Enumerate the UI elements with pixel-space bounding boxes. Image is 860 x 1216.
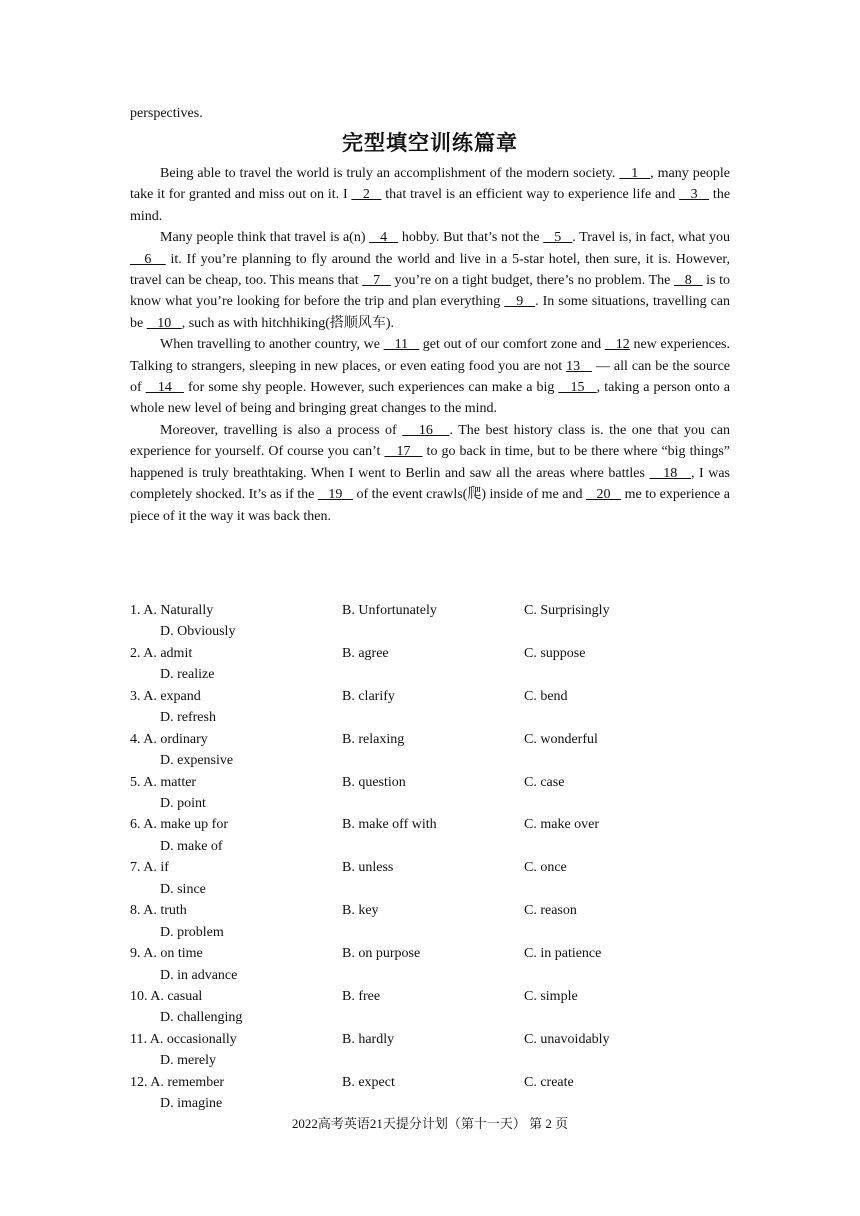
answer-blank: 17 [384, 444, 423, 460]
option-c: C. bend [524, 688, 568, 704]
question-options-row [130, 986, 730, 1007]
question-item [130, 986, 730, 1029]
option-c: C. make over [524, 817, 600, 833]
passage [130, 163, 730, 527]
answer-blank: 7 [362, 273, 391, 289]
question-item [130, 814, 730, 857]
option-a: 6. A. make up for [130, 817, 228, 833]
answer-blank: 1 [619, 166, 651, 181]
answer-blank: 8 [673, 273, 703, 289]
question-options-row [130, 729, 730, 750]
page-footer: 2022高考英语21天提分计划（第十一天） 第 2 页 [291, 1116, 569, 1131]
answer-blank: 11 [383, 337, 420, 353]
passage-text: Being able to travel the world is truly an accomplishment of the modern society. [160, 166, 620, 181]
option-d: D. refresh [160, 710, 216, 726]
answer-blank: 3 [679, 187, 710, 203]
answer-blank: 9 [504, 294, 536, 310]
option-b: B. free [342, 989, 381, 1005]
question-options-row [130, 772, 730, 793]
passage-text: . The best history class is. the one that you can experience for yourself. Of course you can’t [130, 422, 731, 460]
question-options-row [130, 1072, 730, 1093]
option-a: 9. A. on time [130, 946, 203, 962]
question-options-row [130, 686, 730, 707]
option-a: 2. A. admit [130, 645, 193, 661]
answer-blank: 15 [558, 380, 597, 396]
option-d: D. problem [160, 924, 224, 940]
option-a: 4. A. ordinary [130, 731, 208, 747]
option-a: 10. A. casual [130, 989, 203, 1005]
option-d: D. make of [160, 838, 223, 854]
passage-text: When travelling to another country, we [160, 337, 384, 353]
option-b: B. on purpose [342, 946, 421, 962]
passage-text: it. If you’re planning to fly around the world and live in a 5-star hotel, then sure, it is. However, travel can be cheap, too. This means that [130, 251, 730, 289]
answer-blank: 10 [146, 315, 182, 331]
question-item [130, 772, 730, 815]
option-c: C. reason [524, 903, 577, 919]
option-b: B. question [342, 774, 406, 790]
answer-blank: 16 [402, 422, 450, 438]
option-d: D. point [160, 795, 206, 811]
question-item [130, 1072, 730, 1115]
passage-text: of the event crawls(爬) inside of me and [352, 487, 587, 503]
answer-blank: 2 [351, 187, 382, 203]
option-d: D. expensive [160, 753, 234, 769]
passage-paragraph [130, 227, 730, 334]
passage-text: you’re on a tight budget, there’s no problem. The [390, 273, 674, 289]
passage-text: is to know what you’re looking for before the trip and plan everything [130, 273, 730, 310]
lead-text: perspectives. [130, 106, 203, 121]
option-d: D. Obviously [160, 624, 236, 640]
option-a: 8. A. truth [130, 903, 187, 919]
option-b: B. agree [342, 645, 389, 661]
question-options-row [130, 943, 730, 964]
option-c: C. unavoidably [524, 1031, 610, 1047]
option-c: C. suppose [524, 645, 586, 661]
passage-text: that travel is an efficient way to experience life and [381, 187, 680, 203]
passage-text: , taking a person onto a whole new level of being and bringing great changes to the mind. [130, 380, 730, 417]
option-b: B. Unfortunately [342, 603, 437, 618]
option-a: 5. A. matter [130, 774, 197, 790]
passage-text: , such as with hitchhiking(搭顺风车). [181, 315, 395, 331]
question-options-row [130, 600, 730, 621]
option-c: C. once [524, 860, 567, 876]
question-list [130, 600, 730, 1115]
answer-blank: 14 [145, 380, 184, 396]
question-item [130, 943, 730, 986]
question-options-row [130, 1029, 730, 1050]
answer-blank: 20 [586, 487, 622, 503]
option-a: 3. A. expand [130, 688, 201, 704]
option-b: B. expect [342, 1074, 395, 1090]
option-d: D. since [160, 881, 206, 897]
question-item [130, 1029, 730, 1072]
question-options-row [130, 643, 730, 664]
passage-text: — all can be the source of [130, 358, 730, 396]
option-c: C. wonderful [524, 731, 598, 747]
option-b: B. key [342, 903, 379, 919]
option-b: B. unless [342, 860, 394, 876]
passage-text: . Travel is, in fact, what you [572, 230, 730, 246]
option-b: B. relaxing [342, 731, 405, 747]
passage-text: the mind. [130, 187, 731, 224]
question-item [130, 857, 730, 900]
option-d: D. in advance [160, 967, 238, 983]
answer-blank: 4 [369, 230, 399, 246]
question-options-row [130, 814, 730, 835]
question-item [130, 686, 730, 729]
passage-text: me to experience a piece of it the way it was back then. [130, 487, 730, 524]
option-d: D. realize [160, 667, 215, 683]
option-c: C. create [524, 1074, 574, 1090]
answer-blank: 12 [604, 337, 630, 353]
answer-blank: 18 [649, 465, 691, 481]
question-item [130, 643, 730, 686]
passage-paragraph [130, 334, 730, 420]
passage-text: for some shy people. However, such experiences can make a big [183, 380, 559, 396]
answer-blank: 13 [566, 358, 592, 374]
passage-text: Many people think that travel is a(n) [160, 230, 370, 246]
question-options-row [130, 900, 730, 921]
option-c: C. Surprisingly [524, 603, 610, 618]
option-a: 12. A. remember [130, 1074, 225, 1090]
option-b: B. make off with [342, 817, 437, 833]
option-c: C. in patience [524, 946, 602, 962]
option-c: C. simple [524, 989, 578, 1005]
passage-text: new experiences. Talking to strangers, sleeping in new places, or even eating food you are not [130, 337, 731, 374]
page-title: 完型填空训练篇章 [342, 131, 518, 155]
option-a: 11. A. occasionally [130, 1031, 237, 1047]
question-options-row [130, 857, 730, 878]
option-d: D. merely [160, 1053, 216, 1069]
option-d: D. challenging [160, 1010, 243, 1026]
question-item [130, 600, 730, 643]
passage-text: hobby. But that’s not the [398, 230, 544, 246]
answer-blank: 5 [543, 230, 573, 246]
passage-text: , I was completely shocked. It’s as if the [130, 465, 731, 503]
option-b: B. hardly [342, 1031, 395, 1047]
passage-text: , many people take it for granted and miss out on it. I [130, 166, 731, 203]
passage-text: to go back in time, but to be there where “big things” happened is truly breathtaking. When I went to Berlin and saw all the areas where battles [130, 444, 731, 481]
option-a: 1. A. Naturally [130, 603, 214, 618]
option-a: 7. A. if [130, 860, 169, 876]
answer-blank: 6 [130, 251, 166, 267]
option-b: B. clarify [342, 688, 395, 704]
passage-paragraph [130, 163, 730, 227]
passage-text: . In some situations, travelling can be [130, 294, 731, 331]
option-c: C. case [524, 774, 565, 790]
passage-text: get out of our comfort zone and [419, 337, 605, 353]
option-d: D. imagine [160, 1096, 223, 1112]
answer-blank: 19 [317, 487, 353, 503]
question-item [130, 729, 730, 772]
passage-paragraph [130, 420, 730, 527]
question-item [130, 900, 730, 943]
passage-text: Moreover, travelling is also a process of [160, 422, 403, 438]
